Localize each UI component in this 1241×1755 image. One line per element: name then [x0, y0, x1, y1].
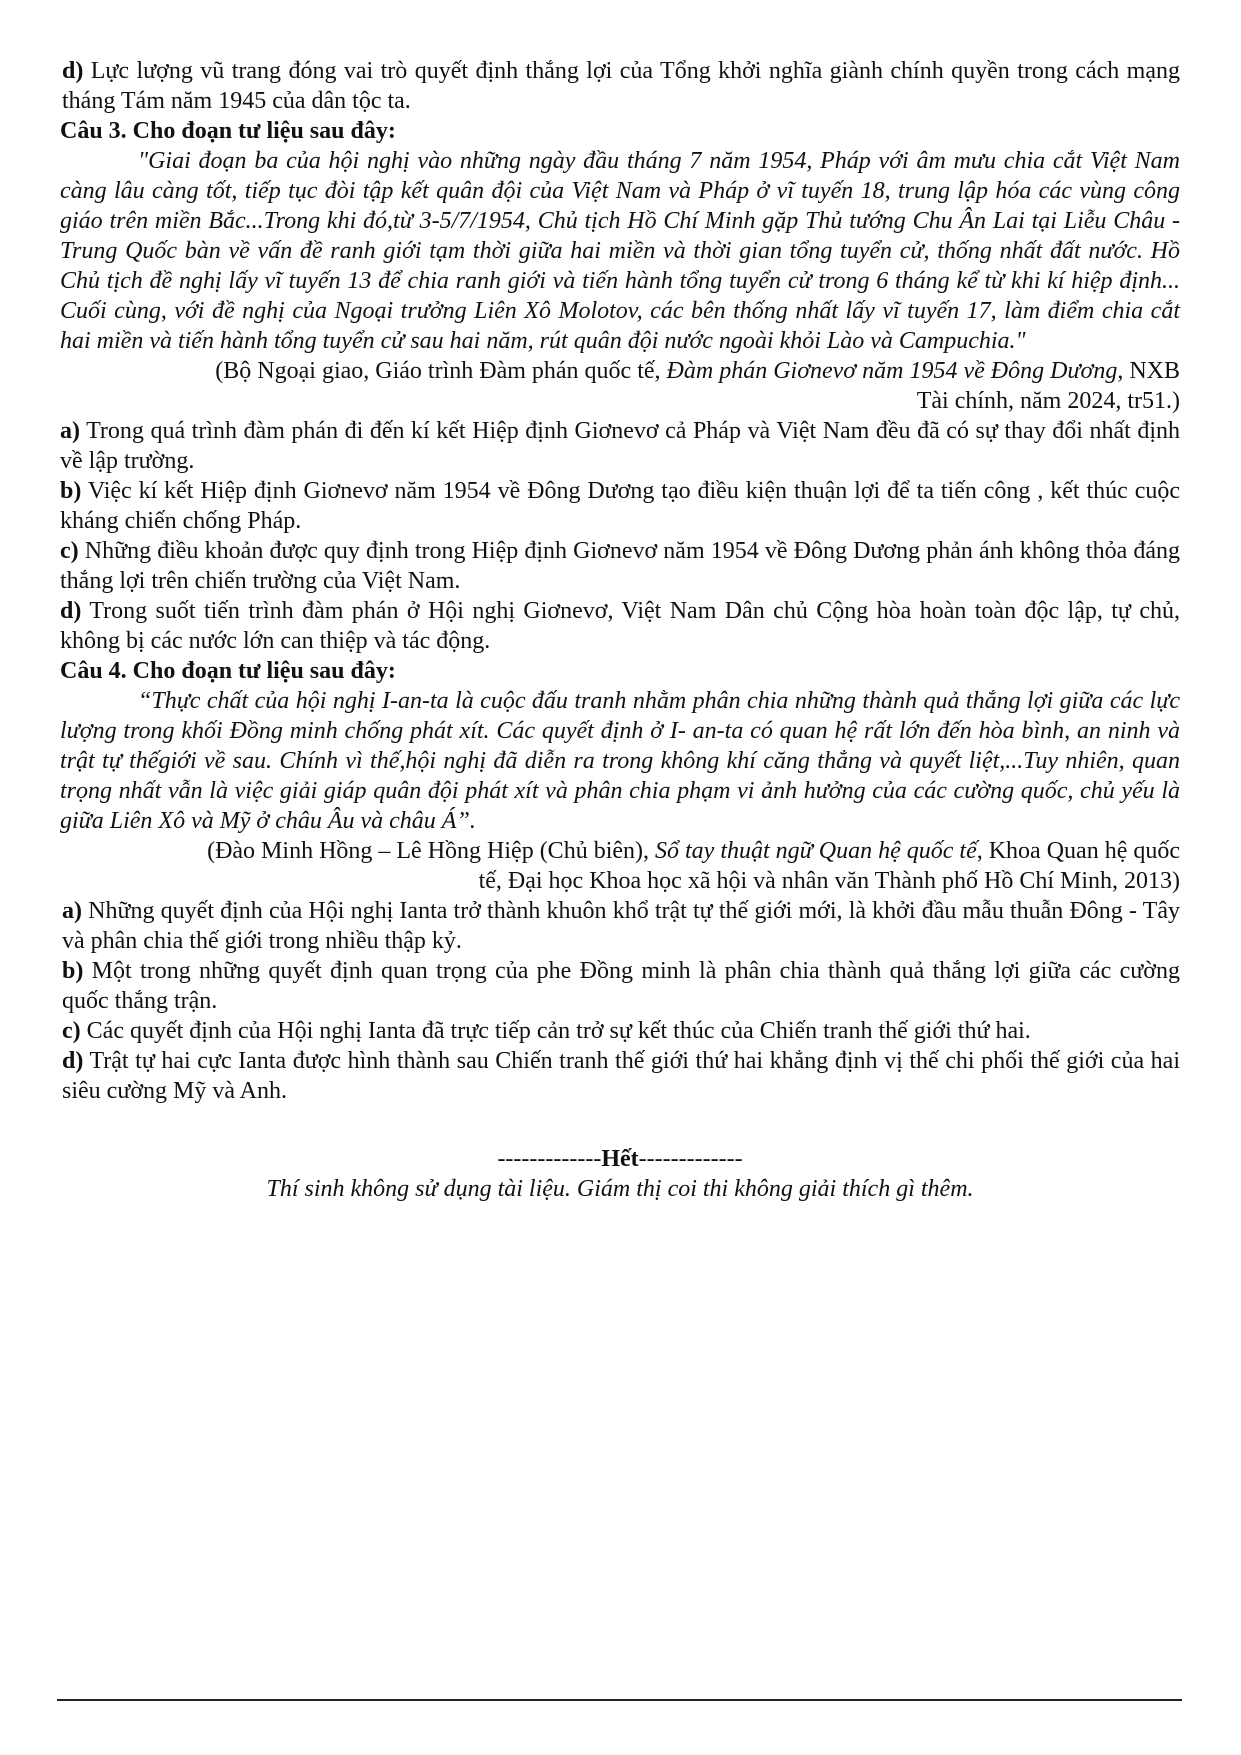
citation-title: Đàm phán Giơnevơ năm 1954 về Đông Dương [666, 358, 1118, 384]
option-text: Lực lượng vũ trang đóng vai trò quyết định thắng lợi của Tổng khởi nghĩa giành chính quyền trong cách mạng tháng Tám năm 1945 của dân tộc ta. [62, 58, 1180, 114]
citation-text: (Đào Minh Hồng – Lê Hồng Hiệp (Chủ biên), [207, 838, 656, 864]
question-3-citation-line-1 [60, 356, 1180, 386]
footer-divider [57, 1699, 1182, 1701]
citation-text: (Bộ Ngoại giao, Giáo trình Đàm phán quốc tế, [215, 358, 667, 384]
end-label: Hết [601, 1146, 639, 1172]
option-text: Trong suốt tiến trình đàm phán ở Hội nghị Giơnevơ, Việt Nam Dân chủ Cộng hòa hoàn toàn độc lập, tự chủ, không bị các nước lớn can thiệp và tác động. [60, 598, 1180, 654]
question-4-option-a [60, 896, 1180, 956]
end-marker [60, 1144, 1180, 1174]
option-text: Trật tự hai cực Ianta được hình thành sau Chiến tranh thế giới thứ hai khẳng định vị thế chi phối thế giới của hai siêu cường Mỹ và Anh. [62, 1048, 1180, 1104]
option-label: c) [60, 538, 79, 564]
option-label: d) [62, 58, 84, 84]
option-text: Trong quá trình đàm phán đi đến kí kết Hiệp định Giơnevơ cả Pháp và Việt Nam đều đã có sự thay đổi nhất định về lập trường. [60, 418, 1180, 474]
option-label: c) [62, 1018, 81, 1044]
option-text: Những điều khoản được quy định trong Hiệp định Giơnevơ năm 1954 về Đông Dương phản ánh không thỏa đáng thắng lợi trên chiến trường của Việt Nam. [60, 538, 1180, 594]
question-4-citation-line-1 [60, 836, 1180, 866]
end-note: Thí sinh không sử dụng tài liệu. Giám thị coi thi không giải thích gì thêm. [266, 1176, 974, 1202]
intro-option-d [60, 56, 1180, 116]
option-label: d) [60, 598, 82, 624]
question-4-quote: “Thực chất của hội nghị I-an-ta là cuộc đấu tranh nhằm phân chia những thành quả thắng lợi giữa các lực lượng trong khối Đồng minh chống phát xít. Các quyết định ở I- an-ta có quan hệ rất lớn đến hòa bình, an ninh và trật tự thếgiới về sau. Chính vì thế,hội nghị đã diễn ra trong không khí căng thẳng và quyết liệt,...Tuy nhiên, quan trọng nhất vẫn là việc giải giáp quân đội phát xít và phân chia phạm vi ảnh hưởng của các cường quốc, chủ yếu là giữa Liên Xô và Mỹ ở châu Âu và châu Á”. [60, 688, 1180, 834]
question-3-option-d [60, 596, 1180, 656]
option-text: Những quyết định của Hội nghị Ianta trở thành khuôn khổ trật tự thế giới mới, là khởi đầu mẫu thuẫn Đông - Tây và phân chia thế giới trong nhiều thập kỷ. [62, 898, 1180, 954]
option-label: d) [62, 1048, 84, 1074]
question-3-citation-line-2: Tài chính, năm 2024, tr51.) [916, 388, 1180, 414]
exam-page [60, 56, 1180, 1204]
question-3-option-c [60, 536, 1180, 596]
question-3-option-b [60, 476, 1180, 536]
question-3-heading: Câu 3. Cho đoạn tư liệu sau đây: [60, 118, 396, 144]
option-label: b) [62, 958, 84, 984]
question-3-option-a [60, 416, 1180, 476]
question-3-quote: "Giai đoạn ba của hội nghị vào những ngày đầu tháng 7 năm 1954, Pháp với âm mưu chia cắt Việt Nam càng lâu càng tốt, tiếp tục đòi tập kết quân đội của Việt Nam và Pháp ở vĩ tuyến 18, trung lập hóa các vùng công giáo trên miền Bắc...Trong khi đó,từ 3-5/7/1954, Chủ tịch Hồ Chí Minh gặp Thủ tướng Chu Ân Lai tại Liễu Châu - Trung Quốc bàn về vấn đề ranh giới tạm thời giữa hai miền và thời gian tổng tuyển cử, thống nhất đất nước. Hồ Chủ tịch đề nghị lấy vĩ tuyến 13 để chia ranh giới và tiến hành tổng tuyển cử trong 6 tháng kể từ khi kí hiệp định... Cuối cùng, với đề nghị của Ngoại trưởng Liên Xô Molotov, các bên thống nhất lấy vĩ tuyến 17, làm điểm chia cắt hai miền và tiến hành tổng tuyển cử sau hai năm, rút quân đội nước ngoài khỏi Lào và Campuchia." [60, 148, 1180, 354]
question-4-option-c [60, 1016, 1180, 1046]
option-label: a) [60, 418, 80, 444]
question-4-option-b [60, 956, 1180, 1016]
citation-text: , NXB [1117, 358, 1180, 384]
citation-title: Sổ tay thuật ngữ Quan hệ quốc tế [655, 838, 977, 864]
option-text: Việc kí kết Hiệp định Giơnevơ năm 1954 về Đông Dương tạo điều kiện thuận lợi để ta tiến công , kết thúc cuộc kháng chiến chống Pháp. [60, 478, 1180, 534]
question-4-citation-line-2: tế, Đại học Khoa học xã hội và nhân văn Thành phố Hồ Chí Minh, 2013) [478, 868, 1180, 894]
question-4-option-d [60, 1046, 1180, 1106]
option-label: b) [60, 478, 82, 504]
option-text: Các quyết định của Hội nghị Ianta đã trực tiếp cản trở sự kết thúc của Chiến tranh thế giới thứ hai. [80, 1018, 1031, 1044]
option-text: Một trong những quyết định quan trọng của phe Đồng minh là phân chia thành quả thắng lợi giữa các cường quốc thắng trận. [62, 958, 1180, 1014]
end-dashes: ------------- [638, 1146, 743, 1172]
question-4-heading: Câu 4. Cho đoạn tư liệu sau đây: [60, 658, 396, 684]
end-dashes: ------------- [497, 1146, 602, 1172]
citation-text: , Khoa Quan hệ quốc [976, 838, 1180, 864]
option-label: a) [62, 898, 82, 924]
